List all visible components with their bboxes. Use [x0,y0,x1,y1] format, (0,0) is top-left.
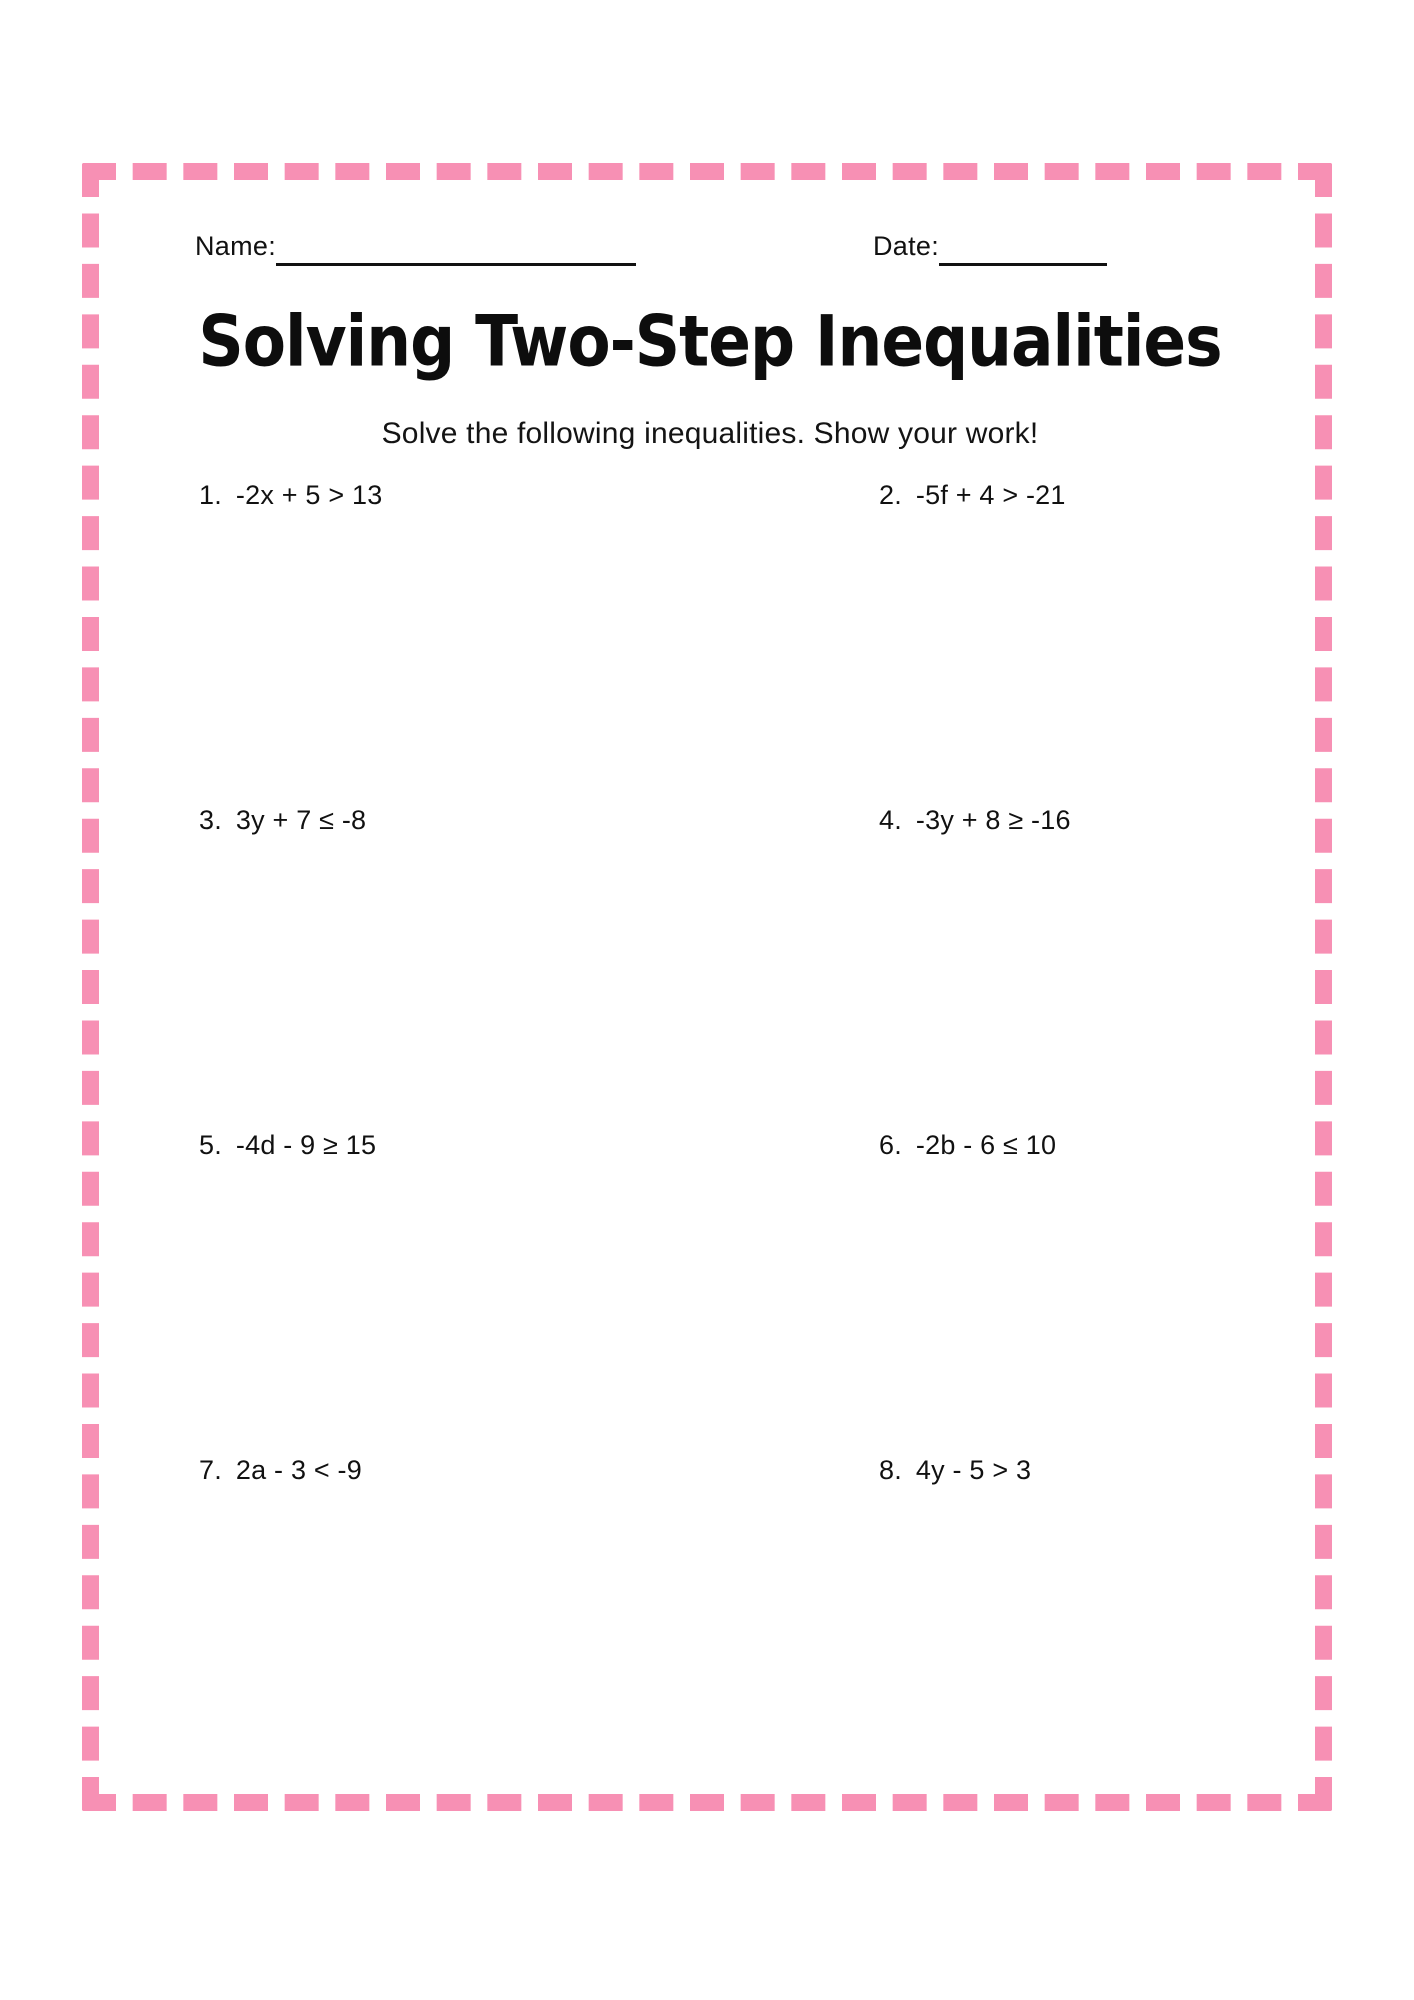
name-label: Name: [195,231,277,261]
problem-row [195,1130,1225,1455]
problem-number: 6. [879,1130,902,1160]
problem-expression: 4y - 5 > 3 [915,1455,1032,1485]
problem-expression: 2a - 3 < -9 [235,1455,362,1485]
problem-item-3 [199,805,366,836]
problem-item-4 [879,805,1071,836]
page-title: Solving Two-Step Inequalities [198,300,1222,383]
problem-row [195,1455,1225,1780]
problem-number: 3. [199,805,222,835]
problem-item-8 [879,1455,1031,1486]
date-input-line[interactable] [939,225,1107,266]
problem-row [195,805,1225,1130]
name-input-line[interactable] [276,225,636,266]
problem-number: 2. [879,480,902,510]
problem-item-7 [199,1455,362,1486]
problem-item-5 [199,1130,376,1161]
problem-number: 5. [199,1130,222,1160]
problem-expression: -2x + 5 > 13 [235,480,383,510]
name-field[interactable] [195,225,636,266]
problem-row [195,480,1225,805]
problem-item-1 [199,480,382,511]
problem-expression: -3y + 8 ≥ -16 [915,805,1071,835]
problem-expression: -4d - 9 ≥ 15 [235,1130,377,1160]
problem-grid [195,480,1225,1780]
problem-expression: -5f + 4 > -21 [915,480,1066,510]
problem-item-6 [879,1130,1056,1161]
problem-expression: -2b - 6 ≤ 10 [915,1130,1057,1160]
problem-number: 8. [879,1455,902,1485]
worksheet-content [195,225,1225,1765]
problem-number: 4. [879,805,902,835]
date-label: Date: [873,231,940,261]
problem-number: 7. [199,1455,222,1485]
problem-item-2 [879,480,1066,511]
name-date-row [195,225,1225,285]
date-field[interactable] [873,225,1107,266]
problem-expression: 3y + 7 ≤ -8 [235,805,367,835]
problem-number: 1. [199,480,222,510]
instructions-text: Solve the following inequalities. Show your work! [381,417,1039,450]
